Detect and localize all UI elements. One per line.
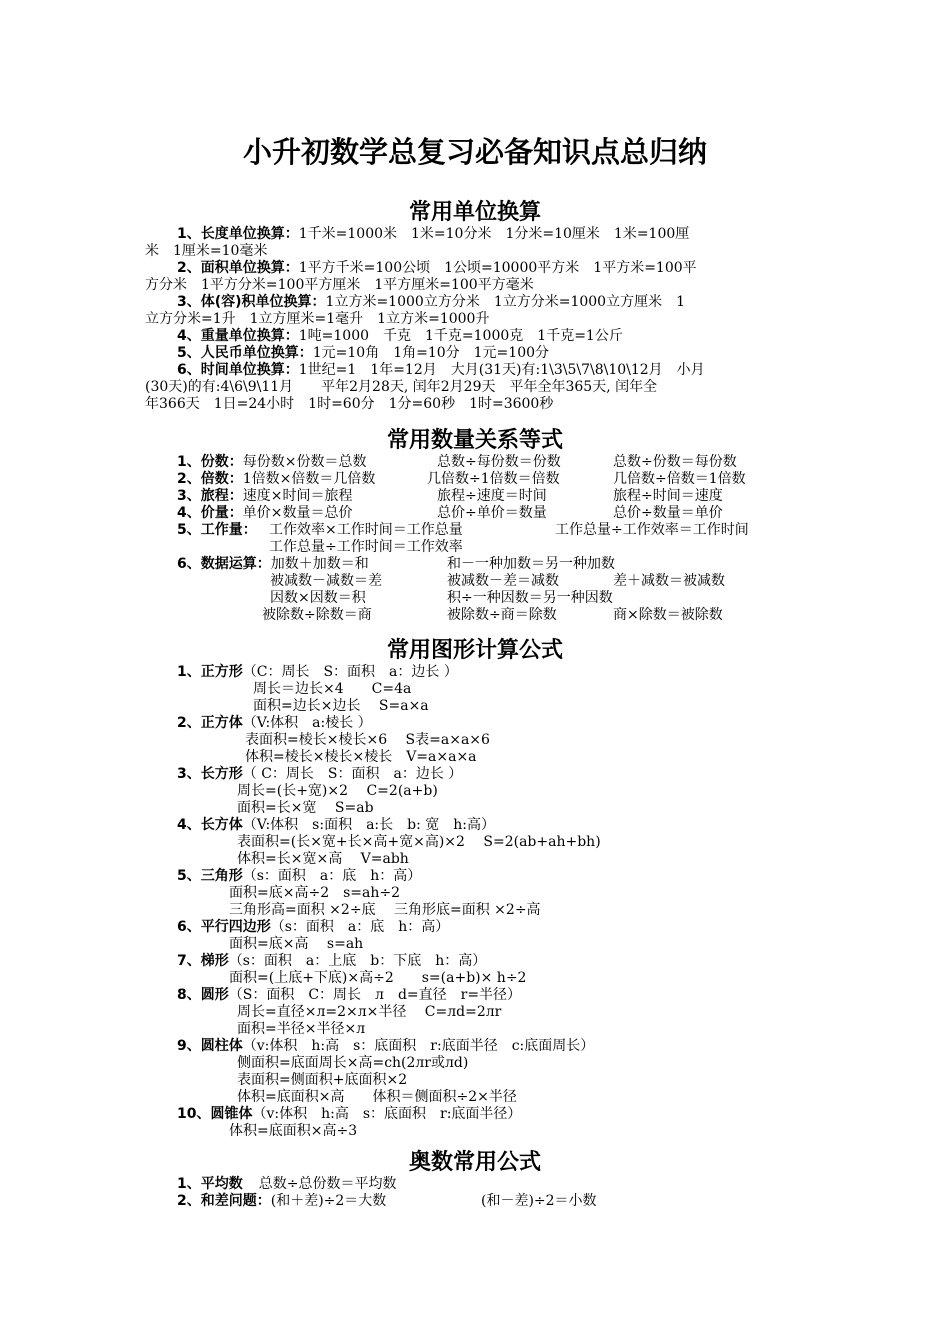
label: 4、长方体 <box>177 817 243 833</box>
shape-rectangle <box>177 766 462 783</box>
formula-line: 面积=长×宽 S=ab <box>237 800 374 816</box>
formula-line: 三角形高=面积 ×2÷底 三角形底=面积 ×2÷高 <box>229 902 541 918</box>
section-heading-olympiad: 奥数常用公式 <box>408 1150 541 1175</box>
text: （ C：周长 S：面积 a：边长 ） <box>242 766 463 782</box>
col: 因数×因数＝积 <box>270 590 366 606</box>
col: (和－差)÷2＝小数 <box>481 1193 597 1209</box>
label: 5、三角形 <box>177 868 243 884</box>
relation-row <box>177 505 817 522</box>
formula-line: 周长=(长+宽)×2 C=2(a+b) <box>237 783 438 799</box>
label: 3、体(容)积单位换算： <box>177 294 326 310</box>
formula-line: 体积=长×宽×高 V=abh <box>237 851 409 867</box>
text: 总数÷总份数＝平均数 <box>258 1176 397 1192</box>
relation-row <box>270 590 810 607</box>
formula-line: 体积=底面积×高 体积＝侧面积÷2×半径 <box>237 1089 517 1105</box>
text: 1平方千米=100公顷 1公顷=10000平方米 1平方米=100平 <box>298 260 697 276</box>
label: 2、正方体 <box>177 715 243 731</box>
col: (和＋差)÷2＝大数 <box>270 1193 387 1209</box>
relation-row <box>262 607 802 624</box>
col: 积÷一种因数＝另一种因数 <box>447 590 613 606</box>
section-heading-units: 常用单位换算 <box>408 200 541 225</box>
relation-row <box>177 471 817 488</box>
unit-line-time-cont: (30天)的有:4\6\9\11月 平年2月28天, 闰年2月29天 平年全年365天, 闰年全 <box>145 379 658 395</box>
label: 2、倍数： <box>177 471 243 487</box>
formula-line: 面积=(上底+下底)×高÷2 s=(a+b)× h÷2 <box>229 970 527 986</box>
text: （s：面积 a：上底 b：下底 h：高） <box>228 953 487 969</box>
col: 几倍数÷倍数＝1倍数 <box>613 471 746 487</box>
col: 商×除数＝被除数 <box>613 607 723 623</box>
formula-line: 表面积=侧面积+底面积×2 <box>237 1072 408 1088</box>
label: 6、平行四边形 <box>177 919 271 935</box>
shape-parallelogram <box>177 919 449 936</box>
relation-row <box>177 522 817 539</box>
olympiad-line-average <box>177 1176 396 1193</box>
text: （s：面积 a：底 h：高） <box>242 868 422 884</box>
label: 4、重量单位换算： <box>177 328 299 344</box>
text: （V:体积 s:面积 a:长 b: 宽 h:高） <box>242 817 495 833</box>
label: 8、圆形 <box>177 987 229 1003</box>
formula-line: 面积=边长×边长 S=a×a <box>253 698 429 714</box>
unit-line-currency <box>177 345 549 362</box>
text: 1吨=1000 千克 1千克=1000克 1千克=1公斤 <box>298 328 623 344</box>
col: 几倍数÷1倍数＝倍数 <box>427 471 560 487</box>
formula-line: 面积=底×高÷2 s=ah÷2 <box>229 885 401 901</box>
col: 被除数÷商＝除数 <box>447 607 557 623</box>
formula-line: 周长＝边长×4 C=4a <box>253 681 412 697</box>
unit-line-volume-cont: 立方分米=1升 1立方厘米=1毫升 1立方米=1000升 <box>145 311 490 327</box>
label: 4、价量： <box>177 505 243 521</box>
col: 被除数÷除数＝商 <box>262 607 372 623</box>
unit-line-length-cont: 米 1厘米=10毫米 <box>145 243 268 259</box>
formula-line: 表面积=棱长×棱长×6 S表=a×a×6 <box>245 732 490 748</box>
text: （V:体积 a:棱长 ） <box>242 715 372 731</box>
label: 7、梯形 <box>177 953 229 969</box>
col: 加数＋加数＝和 <box>270 556 369 572</box>
label: 1、正方形 <box>177 664 243 680</box>
col: 差＋减数＝被减数 <box>613 573 725 589</box>
text: 1元=10角 1角=10分 1元=100分 <box>312 345 550 361</box>
label: 1、长度单位换算： <box>177 226 299 242</box>
label: 5、工作量： <box>177 522 257 538</box>
label: 1、份数： <box>177 454 243 470</box>
col: 速度×时间＝旅程 <box>242 488 353 504</box>
text: （C：周长 S：面积 a：边长 ） <box>242 664 458 680</box>
label: 6、时间单位换算： <box>177 362 299 378</box>
text: 1世纪=1 1年=12月 大月(31天)有:1\3\5\7\8\10\12月 小月 <box>298 362 705 378</box>
relation-row <box>177 488 817 505</box>
col: 总数÷份数＝每份数 <box>613 454 737 470</box>
shape-circle <box>177 987 521 1004</box>
col: 和－一种加数＝另一种加数 <box>447 556 615 572</box>
section-heading-shapes: 常用图形计算公式 <box>386 638 563 663</box>
unit-line-area <box>177 260 697 277</box>
text: 1立方米=1000立方分米 1立方分米=1000立方厘米 1 <box>325 294 685 310</box>
label: 6、数据运算： <box>177 556 271 572</box>
col: 总价÷数量＝单价 <box>613 505 723 521</box>
label: 10、圆锥体 <box>177 1106 253 1122</box>
formula-line: 面积=底×高 s=ah <box>229 936 364 952</box>
relation-row <box>177 556 817 573</box>
label: 2、面积单位换算： <box>177 260 299 276</box>
label: 2、和差问题： <box>177 1193 271 1209</box>
col: 1倍数×倍数＝几倍数 <box>242 471 376 487</box>
unit-line-area-cont: 方分米 1平方分米=100平方厘米 1平方厘米=100平方毫米 <box>145 277 534 293</box>
label: 5、人民币单位换算： <box>177 345 313 361</box>
unit-line-weight <box>177 328 623 345</box>
col: 旅程÷时间＝速度 <box>613 488 723 504</box>
formula-line: 侧面积=底面周长×高=ch(2лr或лd) <box>237 1055 469 1071</box>
col: 每份数×份数＝总数 <box>242 454 367 470</box>
text: （v:体积 h:高 s：底面积 r:底面半径 c:底面周长） <box>242 1038 595 1054</box>
olympiad-line-sum-diff <box>177 1193 677 1210</box>
shape-triangle <box>177 868 421 885</box>
shape-square <box>177 664 458 681</box>
shape-trapezoid <box>177 953 486 970</box>
shape-cube <box>177 715 372 732</box>
shape-cone <box>177 1106 521 1123</box>
text: 1千米=1000米 1米=10分米 1分米=10厘米 1米=100厘 <box>298 226 690 242</box>
formula-line: 周长=直径×л=2×л×半径 C=лd=2лr <box>237 1004 502 1020</box>
formula-line: 面积=半径×半径×л <box>237 1021 366 1037</box>
col: 工作总量÷工作效率＝工作时间 <box>555 522 749 538</box>
relation-row <box>270 573 810 590</box>
text: （s：面积 a：底 h：高） <box>270 919 450 935</box>
col: 单价×数量＝总价 <box>242 505 353 521</box>
unit-line-length <box>177 226 689 243</box>
col: 被减数－差＝减数 <box>447 573 559 589</box>
text: （S：面积 C：周长 л d=直径 r=半径） <box>228 987 522 1003</box>
label: 3、长方形 <box>177 766 243 782</box>
label: 3、旅程： <box>177 488 243 504</box>
relation-row: 工作总量÷工作时间＝工作效率 <box>269 539 463 555</box>
label: 9、圆柱体 <box>177 1038 243 1054</box>
shape-cuboid <box>177 817 495 834</box>
col: 旅程÷速度＝时间 <box>437 488 547 504</box>
col: 工作效率×工作时间＝工作总量 <box>269 522 463 538</box>
col: 总价÷单价＝数量 <box>437 505 547 521</box>
col: 被减数－减数＝差 <box>270 573 382 589</box>
label: 1、平均数 <box>177 1176 243 1192</box>
page-title: 小升初数学总复习必备知识点总归纳 <box>242 135 707 169</box>
relation-row <box>177 454 817 471</box>
formula-line: 体积=棱长×棱长×棱长 V=a×a×a <box>245 749 477 765</box>
formula-line: 表面积=(长×宽+长×高+宽×高)×2 S=2(ab+ah+bh) <box>237 834 601 850</box>
shape-cylinder <box>177 1038 594 1055</box>
unit-line-time <box>177 362 705 379</box>
section-heading-relations: 常用数量关系等式 <box>386 428 563 453</box>
col: 总数÷每份数＝份数 <box>437 454 561 470</box>
unit-line-time-cont2: 年366天 1日=24小时 1时=60分 1分=60秒 1时=3600秒 <box>145 396 554 412</box>
formula-line: 体积=底面积×高÷3 <box>229 1123 358 1139</box>
text: （v:体积 h:高 s：底面积 r:底面半径） <box>252 1106 522 1122</box>
unit-line-volume <box>177 294 685 311</box>
